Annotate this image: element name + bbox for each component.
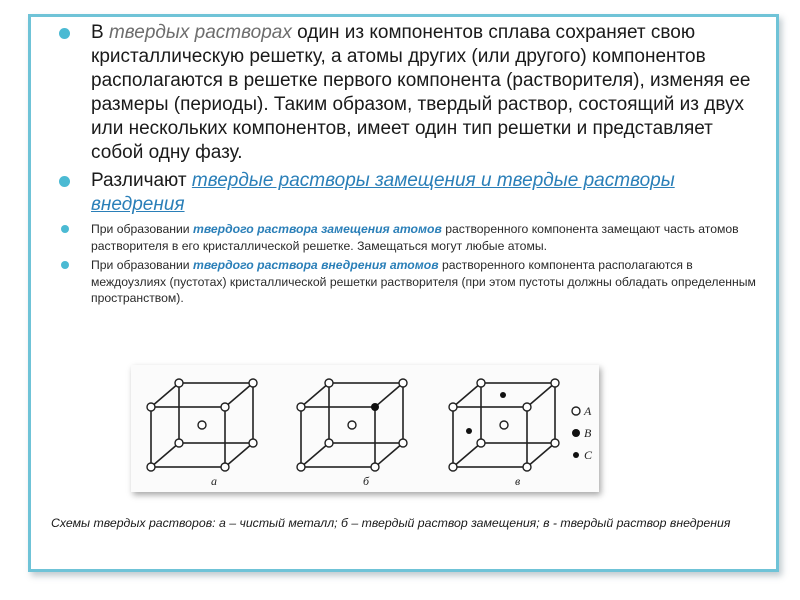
bullet-interstitial: При образовании твердого раствора внедрения атомов растворенного компонента располагаются в междоузлиях (пустотах) кристаллической решетки растворителя (при этом пустоты должны обладать определенным пространством). (59, 257, 759, 307)
legend-b-label: B (584, 426, 592, 440)
bullet-types: Различают твердые растворы замещения и твердые растворы внедрения (59, 169, 759, 217)
figure-label-b: б (363, 474, 370, 488)
figure-label-a: а (211, 474, 217, 488)
substituted-atom (371, 403, 379, 411)
bullet-dot-icon (59, 28, 70, 39)
figure-caption: Схемы твердых растворов: а – чистый металл; б – твердый раствор замещения; в - твердый раствор внедрения (51, 516, 731, 530)
legend-a-marker (572, 407, 580, 415)
legend-c-label: C (584, 448, 593, 462)
lattice-figure (131, 365, 599, 492)
slide-frame (28, 14, 779, 572)
term-interstitial: твердого раствора внедрения атомов (193, 258, 439, 272)
bullet-substitution: При образовании твердого раствора замещения атомов растворенного компонента замещают часть атомов растворителя в его кристаллической решетке. Замещаться могут любые атомы. (59, 221, 759, 254)
legend-a-label: A (584, 404, 592, 418)
legend-c-marker (573, 452, 579, 458)
term-substitution: твердого раствора замещения атомов (193, 222, 442, 236)
term-solid-solutions: твердых растворах (108, 22, 292, 43)
link-solution-types[interactable]: твердые растворы замещения и твердые растворы внедрения (91, 170, 675, 215)
interstitial-atoms (466, 392, 506, 434)
bullet-list (59, 21, 759, 310)
legend-b-marker (572, 429, 580, 437)
bullet-dot-icon (61, 261, 69, 269)
figure-label-c: в (515, 474, 521, 488)
bullet-dot-icon (61, 225, 69, 233)
lattice-diagrams (131, 365, 599, 492)
bullet-dot-icon (59, 176, 70, 187)
bullet-solid-solutions: В твердых растворах один из компонентов сплава сохраняет свою кристаллическую решетку, а атомы других (или другого) компонентов располагаются в решетке первого компонента (растворителя), изменяя ее размеры (периоды). Таким образом, твердый раствор, состоящий из двух или нескольких компонентов, имеет один тип решетки и представляет собой одну фазу. (59, 21, 759, 165)
